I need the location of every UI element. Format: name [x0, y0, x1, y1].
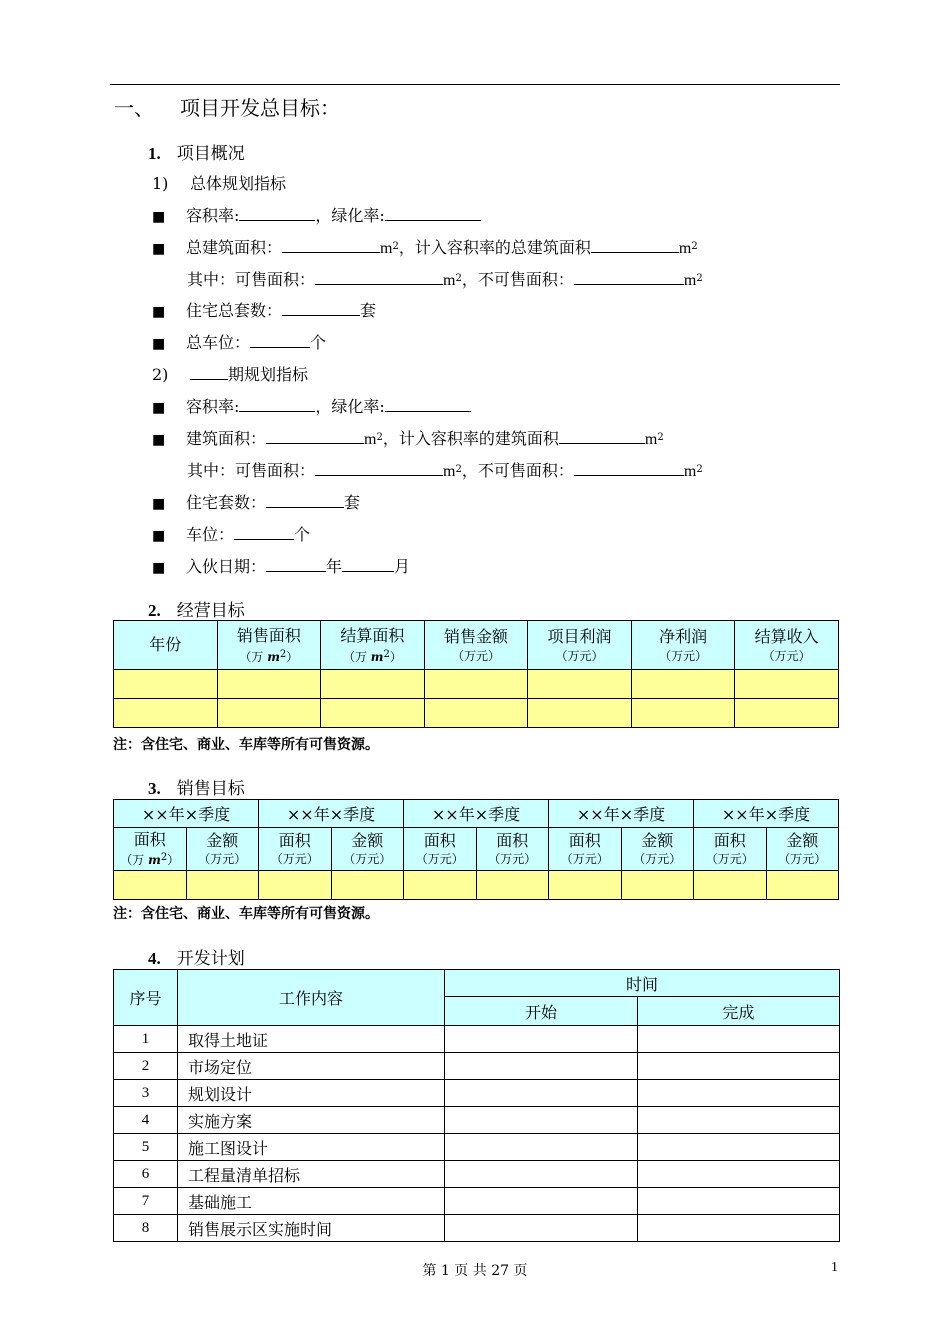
col-content: 工作内容 [178, 970, 445, 1026]
heading-number: 一、 [114, 96, 154, 120]
quarter-header-row [114, 800, 839, 828]
page-footer: 第 1 页 共 27 页 [422, 1263, 528, 1279]
line-houses-1: ■ 住宅总套数： 套 [152, 301, 377, 320]
operating-targets-table [113, 620, 839, 728]
table-header-row [114, 621, 839, 670]
metric-header: 面积 （万元） [404, 828, 477, 871]
sub2-title: 2) 期规划指标 [152, 365, 309, 384]
metric-header: 金额 （万元） [331, 828, 404, 871]
col-finish: 完成 [638, 997, 840, 1026]
col-time: 时间 [445, 970, 840, 997]
table-row: 7 基础施工 [114, 1188, 840, 1215]
quarter-header: ××年×季度 [404, 800, 549, 828]
metric-header: 金额 （万元） [621, 828, 694, 871]
section2-title: 2. 经营目标 [148, 601, 245, 621]
sales-targets-table [113, 799, 839, 900]
header-rule [110, 84, 840, 85]
section1-title: 1. 项目概况 [148, 144, 245, 164]
table-row [114, 871, 839, 900]
section2-note: 注：含住宅、商业、车库等所有可售资源。 [113, 737, 379, 753]
col-settle-income: 结算收入 （万元） [735, 621, 839, 670]
col-settle-area: 结算面积 （万 $m^2$） [321, 621, 425, 670]
col-sales-amount: 销售金额 （万元） [424, 621, 528, 670]
section4-title: 4. 开发计划 [148, 949, 245, 969]
col-project-profit: 项目利润 （万元） [528, 621, 632, 670]
line-parking-2: ■ 车位： 个 [152, 525, 311, 544]
quarter-header: ××年×季度 [259, 800, 404, 828]
section3-title: 3. 销售目标 [148, 779, 245, 799]
table-row: 1 取得土地证 [114, 1026, 840, 1053]
quarter-header: ××年×季度 [114, 800, 259, 828]
col-start: 开始 [445, 997, 638, 1026]
metric-header: 面积 （万元） [476, 828, 549, 871]
table-row: 8 销售展示区实施时间 [114, 1215, 840, 1242]
line-sellable-1: 其中：可售面积： $m^2$，不可售面积： $m^2$ [187, 270, 703, 289]
line-total-area: ■ 总建筑面积： $m^2$，计入容积率的总建筑面积 $m^2$ [152, 238, 698, 257]
line-parking-1: ■ 总车位： 个 [152, 333, 327, 352]
line-far-green-1: ■ 容积率: ，绿化率: [152, 203, 481, 226]
col-year: 年份 [114, 621, 218, 670]
quarter-header: ××年×季度 [694, 800, 839, 828]
metric-header-row [114, 828, 839, 871]
table-row: 4 实施方案 [114, 1107, 840, 1134]
main-heading [114, 92, 340, 121]
table-row: 2 市场定位 [114, 1053, 840, 1080]
metric-header: 面积 （万元） [259, 828, 332, 871]
table-row: 6 工程量清单招标 [114, 1161, 840, 1188]
col-seq: 序号 [114, 970, 178, 1026]
page-number: 1 [831, 1260, 838, 1275]
table-row: 3 规划设计 [114, 1080, 840, 1107]
sub1-title: 1) 总体规划指标 [152, 174, 287, 193]
development-plan-table [113, 969, 840, 1242]
section3-note: 注：含住宅、商业、车库等所有可售资源。 [113, 906, 379, 922]
col-net-profit: 净利润 （万元） [631, 621, 735, 670]
line-far-green-2: ■ 容积率: ，绿化率: [152, 394, 471, 417]
heading-text: 项目开发总目标： [180, 96, 340, 120]
metric-header: 金额 （万元） [186, 828, 259, 871]
metric-header: 面积 （万元） [549, 828, 622, 871]
line-area-2: ■ 建筑面积： $m^2$，计入容积率的建筑面积 $m^2$ [152, 429, 664, 448]
metric-header: 面积 （万元） [694, 828, 767, 871]
line-sellable-2: 其中：可售面积： $m^2$，不可售面积： $m^2$ [187, 461, 703, 480]
line-houses-2: ■ 住宅套数： 套 [152, 493, 361, 512]
line-movein: ■ 入伙日期： 年 月 [152, 557, 411, 576]
metric-header: 金额 （万元） [766, 828, 839, 871]
quarter-header: ××年×季度 [549, 800, 694, 828]
table-row [114, 670, 839, 699]
col-sales-area: 销售面积 （万 $m^2$） [217, 621, 321, 670]
metric-header: 面积 （万 $m^2$） [114, 828, 187, 871]
table-row: 5 施工图设计 [114, 1134, 840, 1161]
plan-header-row [114, 970, 840, 997]
table-row [114, 699, 839, 728]
